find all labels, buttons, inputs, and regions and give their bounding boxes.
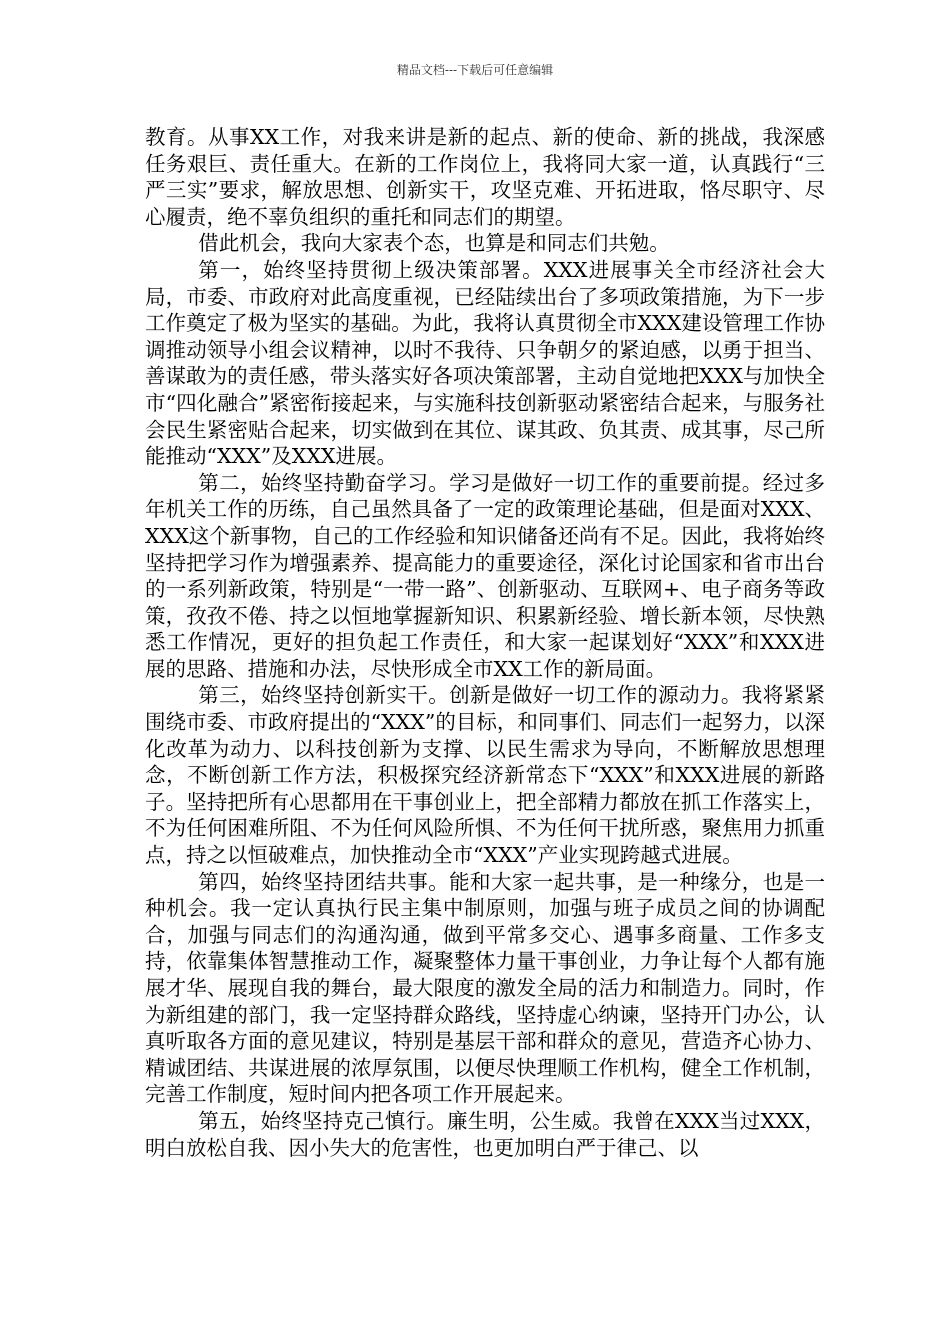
paragraph-point-5: 第五，始终坚持克己慎行。廉生明，公生威。我曾在XXX当过XXX，明白放松自我、因小失大的危害性，也更加明白严于律己、以 [145, 1108, 825, 1160]
page-header: 精品文档---下载后可任意编辑 [396, 63, 554, 77]
paragraph-point-3: 第三，始终坚持创新实干。创新是做好一切工作的源动力。我将紧紧围绕市委、市政府提出的“XXX”的目标，和同事们、同志们一起努力，以深化改革为动力、以科技创新为支撑、以民生需求为导向，不断解放思想理念，不断创新工作方法，积极探究经济新常态下“XXX”和XXX进展的新路子。坚持把所有心思都用在干事创业上，把全部精力都放在抓工作落实上，不为任何困难所阻、不为任何风险所惧、不为任何干扰所惑，聚焦用力抓重点，持之以恒破难点，加快推动全市“XXX”产业实现跨越式进展。 [145, 683, 825, 868]
paragraph-point-4: 第四，始终坚持团结共事。能和大家一起共事，是一种缘分，也是一种机会。我一定认真执行民主集中制原则，加强与班子成员之间的协调配合，加强与同志们的沟通沟通，做到平常多交心、遇事多商量、工作多支持，依靠集体智慧推动工作，凝聚整体力量干事创业，力争让每个人都有施展才华、展现自我的舞台，最大限度的激发全局的活力和制造力。同时，作为新组建的部门，我一定坚持群众路线，坚持虚心纳谏，坚持开门办公，认真听取各方面的意见建议，特别是基层干部和群众的意见，营造齐心协力、精诚团结、共谋进展的浓厚氛围，以便尽快理顺工作机构，健全工作机制，完善工作制度，短时间内把各项工作开展起来。 [145, 869, 825, 1107]
paragraph-point-2: 第二，始终坚持勤奋学习。学习是做好一切工作的重要前提。经过多年机关工作的历练，自己虽然具备了一定的政策理论基础，但是面对XXX、XXX这个新事物，自己的工作经验和知识储备还尚有不足。因此，我将始终坚持把学习作为增强素养、提高能力的重要途径，深化讨论国家和省市出台的一系列新政策，特别是“一带一路”、创新驱动、互联网+、电子商务等政策，孜孜不倦、持之以恒地掌握新知识、积累新经验、增长新本领，尽快熟悉工作情况，更好的担负起工作责任，和大家一起谋划好“XXX”和XXX进展的思路、措施和办法，尽快形成全市XX工作的新局面。 [145, 470, 825, 681]
paragraph-intro-continued: 教育。从事XX工作，对我来讲是新的起点、新的使命、新的挑战，我深感任务艰巨、责任重大。在新的工作岗位上，我将同大家一道，认真践行“三严三实”要求，解放思想、创新实干，攻坚克难、开拓进取，恪尽职守、尽心履责，绝不辜负组织的重托和同志们的期望。 [145, 125, 825, 229]
paragraph-point-1: 第一，始终坚持贯彻上级决策部署。XXX进展事关全市经济社会大局，市委、市政府对此高度重视，已经陆续出台了多项政策措施，为下一步工作奠定了极为坚实的基础。为此，我将认真贯彻全市XXX建设管理工作协调推动领导小组会议精神，以时不我待、只争朝夕的紧迫感，以勇于担当、善谋敢为的责任感，带头落实好各项决策部署，主动自觉地把XXX与加快全市“四化融合”紧密衔接起来，与实施科技创新驱动紧密结合起来，与服务社会民生紧密贴合起来，切实做到在其位、谋其政、负其责、成其事，尽己所能推动“XXX”及XXX进展。 [145, 257, 825, 469]
document-body [145, 124, 825, 1161]
paragraph-statement: 借此机会，我向大家表个态，也算是和同志们共勉。 [198, 231, 670, 256]
